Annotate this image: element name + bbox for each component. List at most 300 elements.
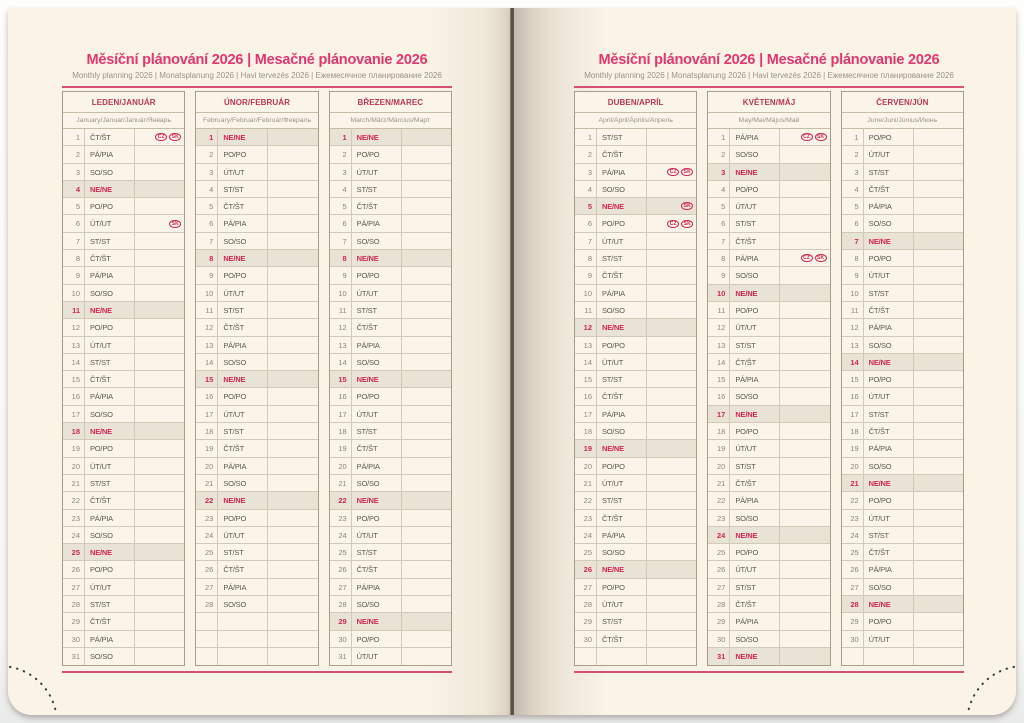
notes-cell: [646, 302, 696, 318]
day-abbrev: PO/PO: [217, 510, 267, 526]
day-number: 5: [721, 202, 726, 212]
notes-cell: [646, 388, 696, 404]
day-number: 7: [854, 236, 859, 246]
day-abbrev: PO/PO: [729, 181, 779, 197]
day-number: 22: [204, 496, 214, 506]
day-number: [842, 648, 863, 665]
day-number: 12: [204, 323, 214, 333]
notes-cell: [134, 267, 184, 283]
notes-cell: [779, 250, 829, 266]
page-title: Měsíční plánování 2026 | Mesačné plánovanie 2026: [598, 52, 940, 68]
day-number: 23: [338, 513, 347, 523]
day-number: 14: [338, 357, 347, 367]
notes-cell: [134, 561, 184, 577]
day-row: [196, 388, 317, 405]
day-row: [63, 371, 184, 388]
day-abbrev: [863, 648, 913, 665]
day-number: 4: [854, 184, 859, 194]
day-abbrev: NE/NE: [351, 492, 401, 508]
day-number: 10: [583, 288, 592, 298]
day-number: 23: [716, 513, 726, 523]
day-number: 27: [716, 582, 726, 592]
day-number: 2: [75, 150, 80, 160]
day-number: 27: [204, 582, 214, 592]
notes-cell: [267, 475, 317, 491]
day-row: [575, 267, 696, 284]
day-abbrev: PO/PO: [729, 423, 779, 439]
day-number: 14: [71, 357, 80, 367]
day-row: [575, 164, 696, 181]
notes-cell: [401, 129, 451, 145]
notes-cell: [401, 146, 451, 162]
notes-cell: [267, 164, 317, 180]
day-abbrev: PO/PO: [351, 388, 401, 404]
day-abbrev: ST/ST: [596, 613, 646, 629]
day-row: [330, 440, 451, 457]
day-number: 22: [338, 496, 347, 506]
day-abbrev: ST/ST: [596, 492, 646, 508]
day-number: 2: [209, 150, 214, 160]
day-number: 17: [716, 409, 726, 419]
day-abbrev: PÁ/PIA: [84, 631, 134, 647]
day-number: 17: [338, 409, 347, 419]
day-number: 4: [75, 184, 80, 194]
day-abbrev: SO/SO: [729, 146, 779, 162]
day-abbrev: ÚT/UT: [217, 527, 267, 543]
notes-cell: [646, 527, 696, 543]
day-row: [842, 215, 963, 232]
day-row: [330, 596, 451, 613]
day-row: [196, 406, 317, 423]
day-abbrev: ST/ST: [351, 423, 401, 439]
day-number: 25: [850, 548, 859, 558]
day-abbrev: SO/SO: [729, 267, 779, 283]
day-row: [842, 129, 963, 146]
day-abbrev: NE/NE: [351, 371, 401, 387]
day-abbrev: ST/ST: [596, 250, 646, 266]
notes-cell: [913, 648, 963, 665]
day-abbrev: ÚT/UT: [351, 164, 401, 180]
day-abbrev: PO/PO: [84, 198, 134, 214]
notes-cell: [646, 319, 696, 335]
day-row: [575, 631, 696, 648]
day-row: [330, 181, 451, 198]
day-row: [575, 423, 696, 440]
day-abbrev: PÁ/PIA: [729, 371, 779, 387]
day-abbrev: ČT/ŠT: [351, 440, 401, 456]
day-abbrev: SO/SO: [351, 475, 401, 491]
notes-cell: [134, 423, 184, 439]
day-abbrev: ST/ST: [863, 406, 913, 422]
day-number: 1: [75, 133, 80, 142]
day-number: 9: [209, 271, 214, 281]
notes-cell: [913, 613, 963, 629]
day-number: 1: [209, 133, 214, 142]
notes-cell: [646, 492, 696, 508]
day-row: [708, 146, 829, 163]
day-number: 23: [850, 513, 859, 523]
day-row: [842, 388, 963, 405]
day-number: 26: [850, 565, 859, 575]
day-abbrev: ÚT/UT: [596, 354, 646, 370]
empty-row: [842, 648, 963, 665]
day-row: [842, 181, 963, 198]
day-number: 1: [587, 133, 592, 142]
day-number: 19: [583, 444, 592, 454]
day-row: [708, 596, 829, 613]
day-row: [842, 337, 963, 354]
day-row: [330, 613, 451, 630]
notes-cell: [779, 631, 829, 647]
day-abbrev: ST/ST: [84, 233, 134, 249]
day-number: 11: [338, 305, 347, 315]
day-row: [842, 440, 963, 457]
notes-cell: [646, 561, 696, 577]
day-abbrev: PÁ/PIA: [863, 561, 913, 577]
day-abbrev: PÁ/PIA: [596, 527, 646, 543]
notes-cell: [646, 215, 696, 231]
holiday-badge-sk: SK: [681, 220, 693, 228]
notes-cell: [134, 129, 184, 145]
notes-cell: [267, 596, 317, 612]
day-number: [196, 631, 217, 647]
planner-page-left: [8, 8, 512, 715]
day-abbrev: PÁ/PIA: [217, 579, 267, 595]
day-row: [708, 250, 829, 267]
notes-cell: [779, 510, 829, 526]
day-abbrev: PO/PO: [729, 544, 779, 560]
day-abbrev: ÚT/UT: [596, 596, 646, 612]
day-row: [196, 423, 317, 440]
day-number: 30: [583, 634, 592, 644]
day-row: [330, 337, 451, 354]
day-row: [708, 337, 829, 354]
month-table: [574, 91, 697, 666]
bottom-rule: [574, 671, 964, 673]
day-number: 11: [205, 305, 214, 315]
day-abbrev: SO/SO: [863, 579, 913, 595]
notes-cell: [267, 388, 317, 404]
day-number: 13: [71, 340, 80, 350]
day-row: [63, 215, 184, 232]
day-abbrev: NE/NE: [351, 250, 401, 266]
day-row: [330, 648, 451, 665]
day-number: 25: [71, 548, 80, 558]
notes-cell: [913, 527, 963, 543]
day-abbrev: SO/SO: [863, 458, 913, 474]
day-row: [575, 302, 696, 319]
day-number: 13: [716, 340, 726, 350]
notes-cell: [134, 233, 184, 249]
day-abbrev: SO/SO: [217, 596, 267, 612]
notes-cell: [267, 267, 317, 283]
day-number: 19: [71, 444, 80, 454]
day-row: [330, 319, 451, 336]
day-row: [63, 181, 184, 198]
day-row: [330, 198, 451, 215]
day-abbrev: PO/PO: [217, 388, 267, 404]
day-number: 1: [854, 133, 859, 142]
day-row: [842, 371, 963, 388]
day-row: [196, 285, 317, 302]
day-abbrev: NE/NE: [596, 198, 646, 214]
notes-cell: [401, 613, 451, 629]
day-abbrev: ČT/ŠT: [217, 440, 267, 456]
notes-cell: [646, 371, 696, 387]
day-abbrev: PO/PO: [596, 579, 646, 595]
day-row: [575, 561, 696, 578]
day-abbrev: NE/NE: [217, 371, 267, 387]
day-row: [708, 579, 829, 596]
day-row: [708, 406, 829, 423]
day-row: [575, 337, 696, 354]
notes-cell: [646, 648, 696, 665]
notes-cell: [913, 371, 963, 387]
day-number: [575, 648, 596, 665]
day-number: 27: [583, 582, 592, 592]
day-row: [842, 561, 963, 578]
day-abbrev: ÚT/UT: [729, 198, 779, 214]
day-abbrev: PÁ/PIA: [351, 337, 401, 353]
notes-cell: [401, 440, 451, 456]
day-abbrev: ÚT/UT: [863, 146, 913, 162]
day-number: 23: [204, 513, 214, 523]
notes-cell: [267, 544, 317, 560]
notes-cell: [267, 371, 317, 387]
notes-cell: [267, 354, 317, 370]
notes-cell: [401, 302, 451, 318]
day-number: 1: [721, 133, 726, 142]
day-row: [63, 164, 184, 181]
day-abbrev: NE/NE: [729, 164, 779, 180]
day-abbrev: ÚT/UT: [351, 406, 401, 422]
day-row: [575, 146, 696, 163]
holiday-badge-cz: CZ: [667, 168, 679, 176]
notes-cell: [779, 215, 829, 231]
day-row: [196, 510, 317, 527]
day-number: 28: [583, 600, 592, 610]
day-row: [63, 233, 184, 250]
month-languages: February/Februar/Február/Февраль: [196, 113, 317, 129]
notes-cell: [134, 406, 184, 422]
day-abbrev: ST/ST: [863, 285, 913, 301]
day-abbrev: PÁ/PIA: [351, 215, 401, 231]
month-name: LEDEN/JANUÁR: [63, 92, 184, 113]
day-number: 26: [71, 565, 80, 575]
day-number: 29: [71, 617, 80, 627]
day-abbrev: ÚT/UT: [863, 388, 913, 404]
day-number: 17: [850, 409, 859, 419]
day-abbrev: PO/PO: [351, 267, 401, 283]
day-abbrev: ST/ST: [217, 181, 267, 197]
day-number: 22: [716, 496, 726, 506]
day-row: [330, 371, 451, 388]
day-row: [196, 129, 317, 146]
day-row: [63, 406, 184, 423]
day-abbrev: ÚT/UT: [863, 267, 913, 283]
notes-cell: [401, 354, 451, 370]
notes-cell: [401, 215, 451, 231]
day-abbrev: NE/NE: [863, 596, 913, 612]
day-abbrev: ČT/ŠT: [729, 475, 779, 491]
day-row: [63, 198, 184, 215]
notes-cell: [401, 631, 451, 647]
notes-cell: [646, 198, 696, 214]
day-abbrev: ÚT/UT: [351, 527, 401, 543]
notes-cell: [134, 146, 184, 162]
day-row: [708, 267, 829, 284]
day-row: [708, 423, 829, 440]
holiday-badge-cz: CZ: [801, 254, 813, 262]
day-row: [63, 388, 184, 405]
day-row: [575, 371, 696, 388]
notes-cell: [913, 267, 963, 283]
day-abbrev: SO/SO: [84, 285, 134, 301]
notes-cell: [913, 492, 963, 508]
day-number: 16: [338, 392, 347, 402]
notes-cell: [134, 337, 184, 353]
months-grid-right: [574, 91, 964, 666]
notes-cell: [913, 544, 963, 560]
day-number: 26: [204, 565, 214, 575]
day-abbrev: ST/ST: [84, 475, 134, 491]
day-row: [330, 492, 451, 509]
day-row: [63, 596, 184, 613]
day-abbrev: SO/SO: [729, 388, 779, 404]
day-abbrev: PO/PO: [351, 631, 401, 647]
day-abbrev: ÚT/UT: [217, 164, 267, 180]
day-number: 21: [71, 478, 80, 488]
notes-cell: [134, 579, 184, 595]
day-row: [330, 561, 451, 578]
notes-cell: [267, 440, 317, 456]
day-row: [575, 492, 696, 509]
notes-cell: [646, 233, 696, 249]
day-number: 15: [850, 375, 859, 385]
day-abbrev: ÚT/UT: [84, 579, 134, 595]
day-number: 4: [342, 184, 347, 194]
day-row: [575, 510, 696, 527]
day-row: [842, 233, 963, 250]
month-table: [62, 91, 185, 666]
notes-cell: [646, 164, 696, 180]
day-row: [575, 233, 696, 250]
day-abbrev: NE/NE: [84, 302, 134, 318]
day-row: [196, 475, 317, 492]
day-abbrev: ST/ST: [729, 215, 779, 231]
day-row: [330, 527, 451, 544]
day-abbrev: ÚT/UT: [729, 561, 779, 577]
day-number: 12: [716, 323, 726, 333]
day-row: [63, 302, 184, 319]
day-number: 3: [854, 167, 859, 177]
day-number: 7: [75, 236, 80, 246]
month-name: DUBEN/APRÍL: [575, 92, 696, 113]
title-rule: [574, 86, 964, 88]
book-spine-shadow: [510, 8, 514, 715]
day-abbrev: ČT/ŠT: [729, 233, 779, 249]
notes-cell: [401, 492, 451, 508]
notes-cell: [779, 337, 829, 353]
day-number: 22: [71, 496, 80, 506]
notes-cell: [646, 544, 696, 560]
day-abbrev: SO/SO: [596, 181, 646, 197]
day-abbrev: ČT/ŠT: [596, 510, 646, 526]
day-row: [196, 561, 317, 578]
day-abbrev: SO/SO: [729, 631, 779, 647]
day-row: [708, 164, 829, 181]
day-row: [842, 492, 963, 509]
notes-cell: [401, 250, 451, 266]
day-row: [63, 561, 184, 578]
day-abbrev: SO/SO: [84, 527, 134, 543]
notes-cell: [401, 198, 451, 214]
notes-cell: [401, 648, 451, 665]
holiday-badge-cz: CZ: [667, 220, 679, 228]
day-row: [575, 406, 696, 423]
notes-cell: [267, 613, 317, 629]
notes-cell: [646, 613, 696, 629]
empty-row: [575, 648, 696, 665]
day-abbrev: NE/NE: [863, 233, 913, 249]
notes-cell: [134, 544, 184, 560]
day-row: [842, 475, 963, 492]
day-number: 2: [854, 150, 859, 160]
day-number: 24: [716, 530, 726, 540]
notes-cell: [134, 319, 184, 335]
day-abbrev: ČT/ŠT: [217, 319, 267, 335]
day-row: [842, 302, 963, 319]
day-abbrev: ČT/ŠT: [84, 492, 134, 508]
day-row: [708, 631, 829, 648]
day-row: [330, 354, 451, 371]
day-number: 8: [75, 254, 80, 264]
notes-cell: [913, 319, 963, 335]
day-row: [708, 648, 829, 665]
day-number: 10: [71, 288, 80, 298]
months-grid-left: [62, 91, 452, 666]
day-number: 8: [587, 254, 592, 264]
notes-cell: [646, 458, 696, 474]
day-abbrev: PO/PO: [863, 492, 913, 508]
day-row: [708, 181, 829, 198]
day-row: [708, 354, 829, 371]
day-row: [63, 527, 184, 544]
day-abbrev: PÁ/PIA: [84, 388, 134, 404]
day-row: [63, 285, 184, 302]
notes-cell: [134, 388, 184, 404]
day-abbrev: PO/PO: [351, 146, 401, 162]
day-abbrev: ST/ST: [217, 544, 267, 560]
day-abbrev: ÚT/UT: [729, 319, 779, 335]
day-abbrev: PÁ/PIA: [863, 319, 913, 335]
day-row: [842, 579, 963, 596]
notes-cell: [267, 561, 317, 577]
day-number: 31: [338, 651, 347, 661]
day-abbrev: ČT/ŠT: [217, 198, 267, 214]
day-number: 18: [338, 427, 347, 437]
day-number: 10: [850, 288, 859, 298]
notes-cell: [779, 233, 829, 249]
notes-cell: [401, 596, 451, 612]
day-row: [708, 129, 829, 146]
day-row: [330, 129, 451, 146]
day-abbrev: ČT/ŠT: [863, 302, 913, 318]
notes-cell: [134, 510, 184, 526]
day-row: [63, 475, 184, 492]
day-abbrev: PO/PO: [596, 215, 646, 231]
day-abbrev: PO/PO: [217, 146, 267, 162]
